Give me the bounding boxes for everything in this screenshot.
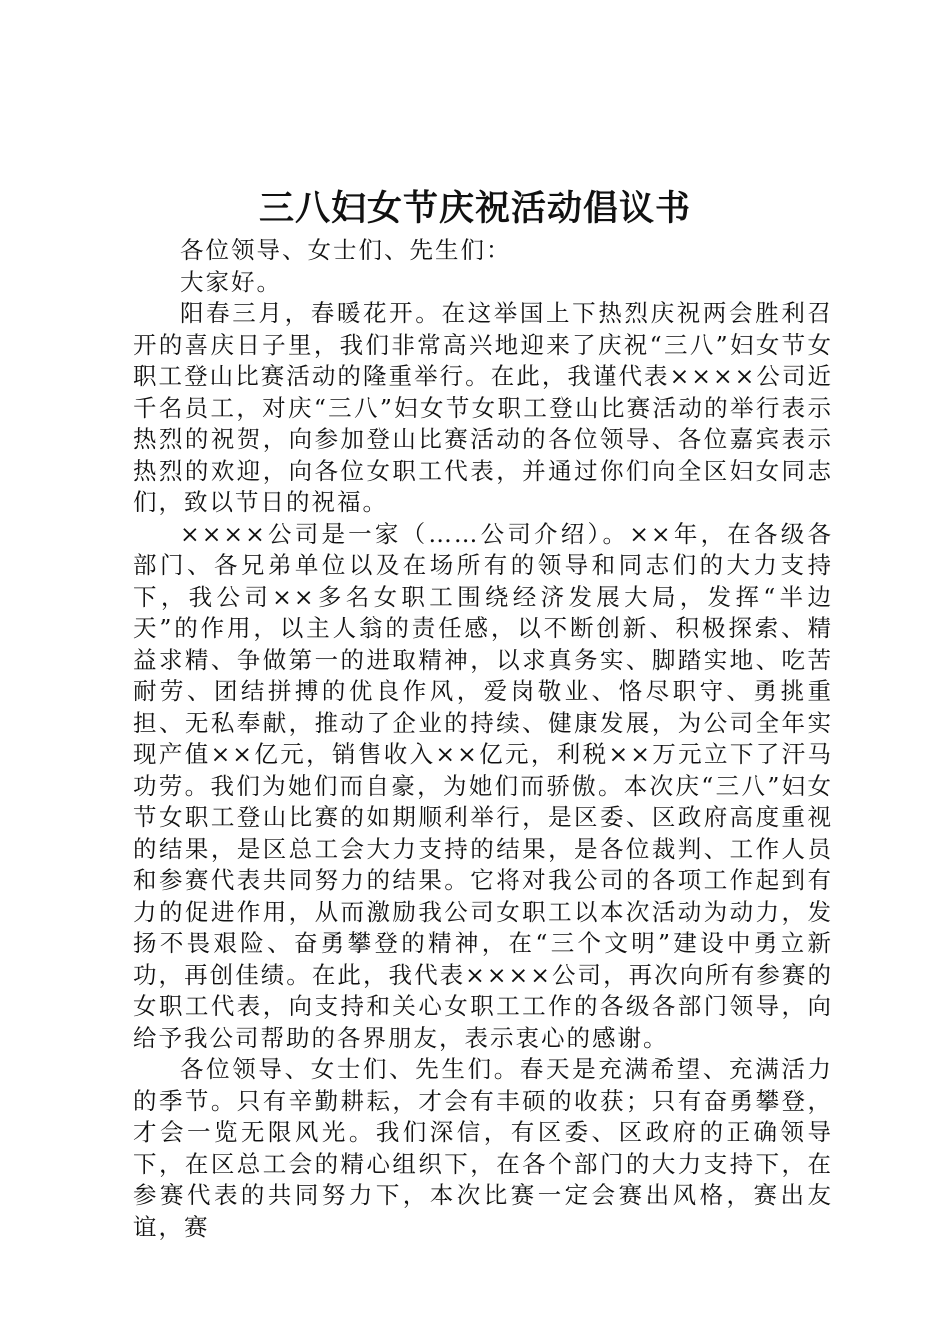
document-title: 三八妇女节庆祝活动倡议书 <box>258 188 691 229</box>
body-paragraph: 阳春三月，春暖花开。在这举国上下热烈庆祝两会胜利召开的喜庆日子里，我们非常高兴地迎来了庆祝“三八”妇女节女职工登山比赛活动的隆重举行。在此，我谨代表××××公司近千名员工，对庆“三八”妇女节女职工登山比赛活动的举行表示热烈的祝贺，向参加登山比赛活动的各位领导、各位嘉宾表示热烈的欢迎，向各位女职工代表，并通过你们向全区妇女同志们，致以节日的祝福。 <box>133 299 833 516</box>
body-paragraph: ××××公司是一家（……公司介绍）。××年，在各级各部门、各兄弟单位以及在场所有的领导和同志们的大力支持下，我公司××多名女职工围绕经济发展大局，发挥“半边天”的作用，以主人翁的责任感，以不断创新、积极探索、精益求精、争做第一的进取精神，以求真务实、脚踏实地、吃苦耐劳、团结拼搏的优良作风，爱岗敬业、恪尽职守、勇挑重担、无私奉献，推动了企业的持续、健康发展，为公司全年实现产值××亿元，销售收入××亿元，利税××万元立下了汗马功劳。我们为她们而自豪，为她们而骄傲。本次庆“三八”妇女节女职工登山比赛的如期顺利举行，是区委、区政府高度重视的结果，是区总工会大力支持的结果，是各位裁判、工作人员和参赛代表共同努力的结果。它将对我公司的各项工作起到有力的促进作用，从而激励我公司女职工以本次活动为动力，发扬不畏艰险、奋勇攀登的精神，在“三个文明”建设中勇立新功，再创佳绩。在此，我代表××××公司，再次向所有参赛的女职工代表，向支持和关心女职工工作的各级各部门领导，向给予我公司帮助的各界朋友，表示衷心的感谢。 <box>133 519 833 1052</box>
greeting-paragraph: 大家好。 <box>180 267 282 296</box>
salutation-paragraph: 各位领导、女士们、先生们： <box>180 236 512 264</box>
body-paragraph: 各位领导、女士们、先生们。春天是充满希望、充满活力的季节。只有辛勤耕耘，才会有丰硕的收获；只有奋勇攀登，才会一览无限风光。我们深信，有区委、区政府的正确领导下，在区总工会的精心组织下，在各个部门的大力支持下，在参赛代表的共同努力下，本次比赛一定会赛出风格，赛出友谊，赛 <box>133 1055 833 1241</box>
document-body <box>133 235 833 1243</box>
